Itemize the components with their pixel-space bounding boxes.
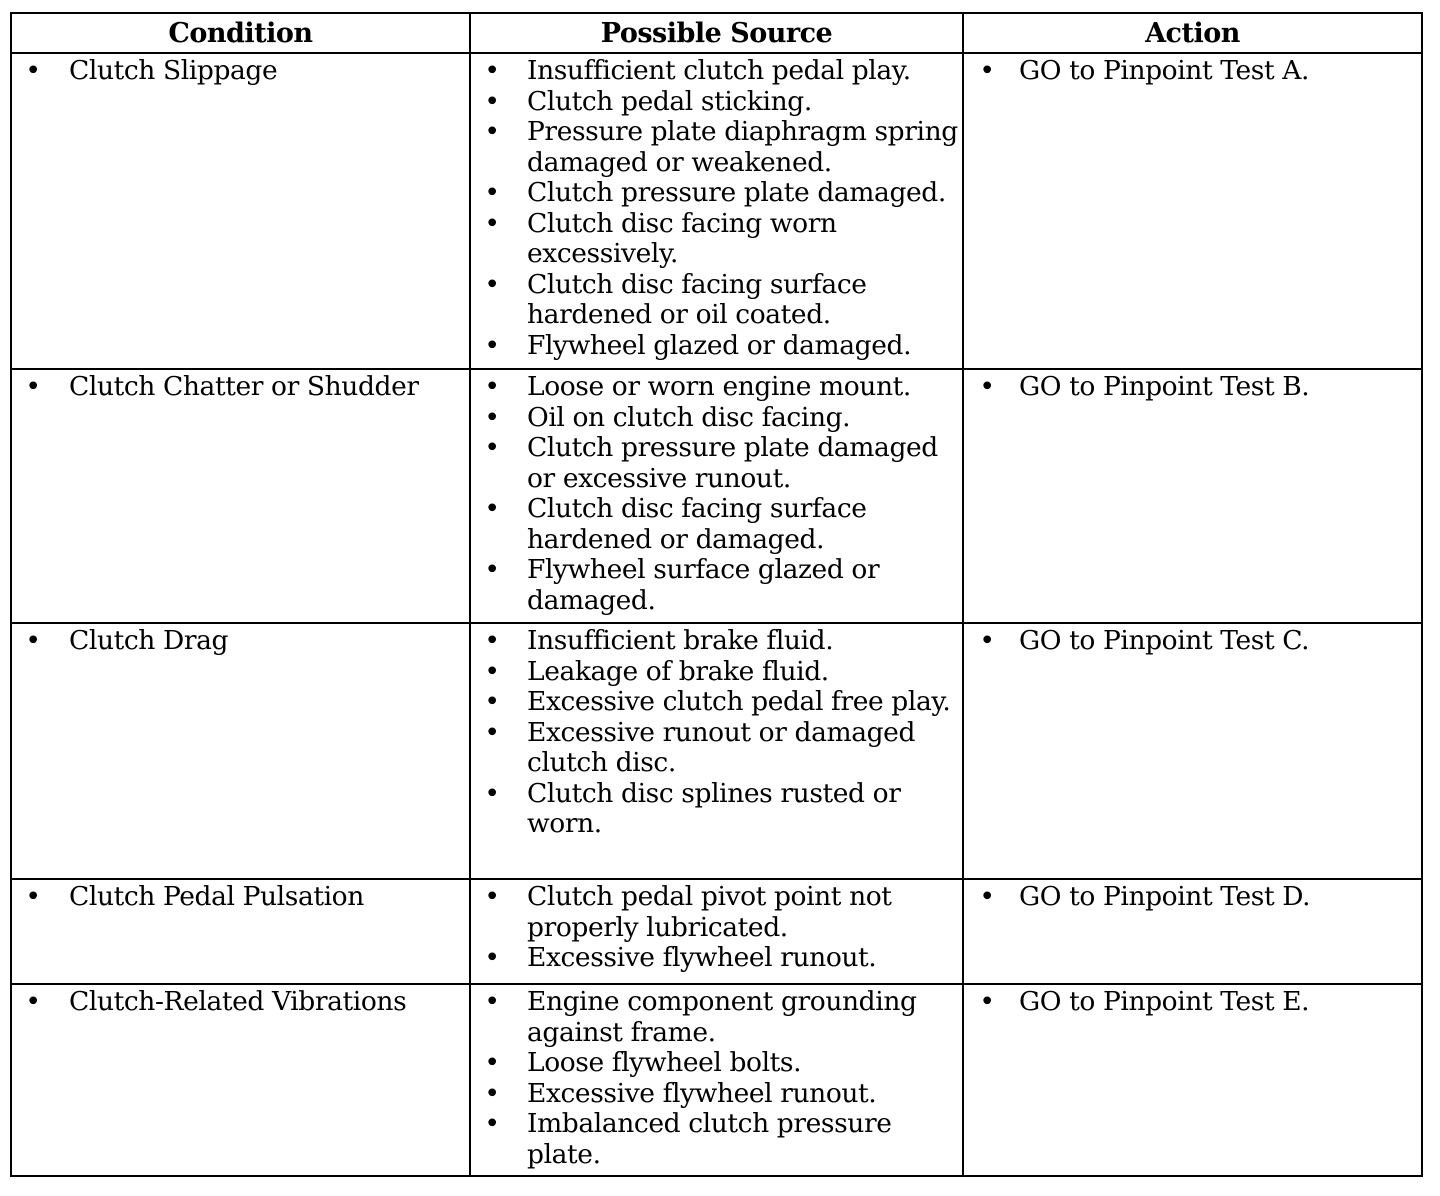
bullet-icon: • bbox=[484, 655, 500, 687]
bullet-icon: • bbox=[484, 1077, 500, 1109]
action-cell bbox=[963, 984, 1422, 1176]
source-text: Clutch disc facing surface hardened or damaged. bbox=[527, 493, 867, 555]
source-text: Clutch pedal pivot point not properly lubricated. bbox=[527, 881, 892, 943]
table-body bbox=[11, 53, 1422, 1176]
list-item bbox=[471, 1109, 962, 1170]
list-item bbox=[471, 626, 962, 657]
action-list bbox=[964, 370, 1421, 407]
source-text: Flywheel surface glazed or damaged. bbox=[527, 554, 880, 616]
bullet-icon: • bbox=[484, 268, 500, 300]
list-item bbox=[964, 372, 1421, 403]
condition-cell bbox=[11, 623, 470, 879]
condition-list bbox=[12, 54, 469, 91]
table-row bbox=[11, 879, 1422, 984]
condition-cell bbox=[11, 369, 470, 623]
bullet-icon: • bbox=[25, 986, 41, 1017]
bullet-icon: • bbox=[484, 329, 500, 361]
bullet-icon: • bbox=[484, 686, 500, 717]
list-item bbox=[471, 209, 962, 270]
condition-text: Clutch-Related Vibrations bbox=[69, 986, 407, 1017]
list-item bbox=[471, 87, 962, 118]
condition-header: Condition bbox=[11, 13, 470, 53]
bullet-icon: • bbox=[484, 116, 500, 147]
action-cell bbox=[963, 53, 1422, 369]
table-row bbox=[11, 53, 1422, 369]
bullet-icon: • bbox=[484, 1047, 500, 1078]
source-list bbox=[471, 880, 962, 978]
bullet-icon: • bbox=[484, 55, 500, 86]
list-item bbox=[471, 779, 962, 840]
bullet-icon: • bbox=[484, 401, 500, 433]
bullet-icon: • bbox=[25, 625, 41, 656]
bullet-icon: • bbox=[484, 881, 500, 912]
condition-list bbox=[12, 985, 469, 1022]
list-item bbox=[471, 882, 962, 943]
bullet-icon: • bbox=[484, 716, 500, 748]
bullet-icon: • bbox=[979, 881, 995, 912]
bullet-icon: • bbox=[484, 986, 500, 1017]
list-item bbox=[471, 372, 962, 403]
bullet-icon: • bbox=[484, 432, 500, 463]
table-row bbox=[11, 369, 1422, 623]
table-row bbox=[11, 984, 1422, 1176]
bullet-icon: • bbox=[25, 371, 41, 402]
source-text: Engine component grounding against frame. bbox=[527, 986, 917, 1048]
condition-cell bbox=[11, 53, 470, 369]
bullet-icon: • bbox=[484, 777, 500, 809]
list-item bbox=[12, 372, 469, 403]
bullet-icon: • bbox=[484, 942, 500, 973]
source-text: Loose flywheel bolts. bbox=[527, 1047, 802, 1078]
source-text: Excessive clutch pedal free play. bbox=[527, 686, 951, 717]
bullet-icon: • bbox=[979, 625, 995, 656]
possible-source-cell bbox=[470, 984, 963, 1176]
possible-source-cell bbox=[470, 623, 963, 879]
list-item bbox=[471, 403, 962, 434]
list-item bbox=[12, 56, 469, 87]
action-list bbox=[964, 880, 1421, 917]
possible-source-cell bbox=[470, 879, 963, 984]
list-item bbox=[471, 117, 962, 178]
list-item bbox=[471, 331, 962, 362]
table-row bbox=[11, 623, 1422, 879]
bullet-icon: • bbox=[484, 554, 500, 585]
source-text: Loose or worn engine mount. bbox=[527, 371, 911, 402]
condition-text: Clutch Pedal Pulsation bbox=[69, 881, 364, 912]
list-item bbox=[471, 494, 962, 555]
bullet-icon: • bbox=[484, 371, 500, 402]
list-item bbox=[471, 270, 962, 331]
source-list bbox=[471, 54, 962, 365]
diagnosis-sheet bbox=[10, 12, 1421, 1177]
source-list bbox=[471, 985, 962, 1174]
bullet-icon: • bbox=[979, 55, 995, 86]
source-list bbox=[471, 624, 962, 844]
list-item bbox=[471, 718, 962, 779]
action-cell bbox=[963, 623, 1422, 879]
list-item bbox=[12, 882, 469, 913]
bullet-icon: • bbox=[484, 493, 500, 524]
bullet-icon: • bbox=[484, 1108, 500, 1139]
source-text: Oil on clutch disc facing. bbox=[527, 401, 851, 433]
condition-list bbox=[12, 370, 469, 407]
list-item bbox=[471, 943, 962, 974]
source-text: Clutch disc splines rusted or worn. bbox=[527, 777, 901, 839]
condition-list bbox=[12, 624, 469, 661]
bullet-icon: • bbox=[25, 55, 41, 86]
source-text: Insufficient brake fluid. bbox=[527, 625, 834, 656]
source-text: Clutch disc facing surface hardened or oil coated. bbox=[527, 268, 867, 330]
source-text: Clutch pedal sticking. bbox=[527, 85, 812, 117]
condition-text: Clutch Chatter or Shudder bbox=[69, 371, 419, 402]
list-item bbox=[471, 433, 962, 494]
action-text: GO to Pinpoint Test A. bbox=[1019, 55, 1309, 86]
list-item bbox=[964, 626, 1421, 657]
source-text: Clutch pressure plate damaged. bbox=[527, 177, 946, 208]
source-text: Insufficient clutch pedal play. bbox=[527, 55, 911, 86]
possible-source-cell bbox=[470, 53, 963, 369]
list-item bbox=[964, 987, 1421, 1018]
list-item bbox=[471, 987, 962, 1048]
list-item bbox=[471, 178, 962, 209]
condition-cell bbox=[11, 984, 470, 1176]
condition-text: Clutch Slippage bbox=[69, 55, 278, 86]
list-item bbox=[471, 555, 962, 616]
clutch-diagnosis-table bbox=[10, 12, 1423, 1177]
source-text: Clutch disc facing worn excessively. bbox=[527, 207, 837, 269]
list-item bbox=[964, 56, 1421, 87]
source-text: Leakage of brake fluid. bbox=[527, 655, 829, 687]
condition-list bbox=[12, 880, 469, 917]
source-text: Clutch pressure plate damaged or excessive runout. bbox=[527, 432, 938, 494]
list-item bbox=[471, 1048, 962, 1079]
source-text: Excessive runout or damaged clutch disc. bbox=[527, 716, 916, 778]
source-text: Imbalanced clutch pressure plate. bbox=[527, 1108, 892, 1170]
list-item bbox=[12, 987, 469, 1018]
source-text: Pressure plate diaphragm spring damaged or weakened. bbox=[527, 116, 958, 178]
bullet-icon: • bbox=[979, 986, 995, 1017]
bullet-icon: • bbox=[979, 371, 995, 402]
list-item bbox=[471, 56, 962, 87]
action-text: GO to Pinpoint Test D. bbox=[1019, 881, 1311, 912]
list-item bbox=[12, 626, 469, 657]
action-text: GO to Pinpoint Test C. bbox=[1019, 625, 1310, 656]
possible-source-header: Possible Source bbox=[470, 13, 963, 53]
condition-cell bbox=[11, 879, 470, 984]
source-text: Excessive flywheel runout. bbox=[527, 942, 877, 973]
bullet-icon: • bbox=[484, 85, 500, 117]
bullet-icon: • bbox=[25, 881, 41, 912]
possible-source-cell bbox=[470, 369, 963, 623]
action-text: GO to Pinpoint Test E. bbox=[1019, 986, 1310, 1017]
action-header: Action bbox=[963, 13, 1422, 53]
action-list bbox=[964, 54, 1421, 91]
source-text: Flywheel glazed or damaged. bbox=[527, 329, 912, 361]
source-text: Excessive flywheel runout. bbox=[527, 1077, 877, 1109]
action-cell bbox=[963, 369, 1422, 623]
action-cell bbox=[963, 879, 1422, 984]
bullet-icon: • bbox=[484, 177, 500, 208]
header-row bbox=[11, 13, 1422, 53]
action-list bbox=[964, 985, 1421, 1022]
list-item bbox=[471, 1079, 962, 1110]
list-item bbox=[964, 882, 1421, 913]
action-text: GO to Pinpoint Test B. bbox=[1019, 371, 1310, 402]
bullet-icon: • bbox=[484, 207, 500, 239]
condition-text: Clutch Drag bbox=[69, 625, 229, 656]
list-item bbox=[471, 687, 962, 718]
list-item bbox=[471, 657, 962, 688]
action-list bbox=[964, 624, 1421, 661]
source-list bbox=[471, 370, 962, 620]
bullet-icon: • bbox=[484, 625, 500, 656]
